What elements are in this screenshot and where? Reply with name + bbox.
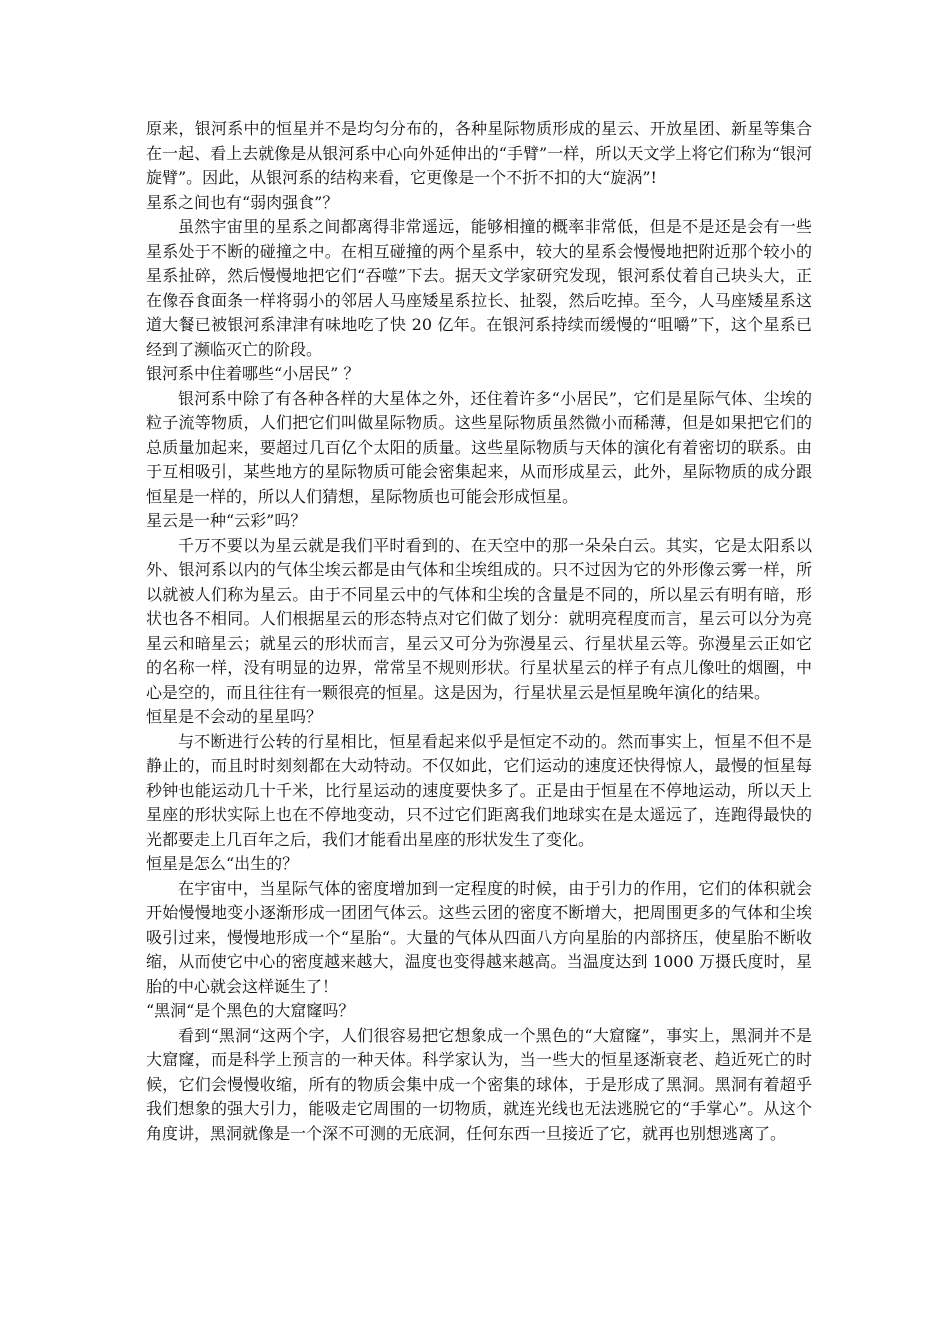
paragraph-interstellar-matter: 银河系中除了有各种各样的大星体之外，还住着许多“小居民”，它们是星际气体、尘埃的粒子流等物质，人们把它们叫做星际物质。这些星际物质虽然微小而稀薄，但是如果把它们的总质量加起来，要超过几百亿个太阳的质量。这些星际物质与天体的演化有着密切的联系。由于互相吸引，某些地方的星际物质可能会密集起来，从而形成星云，此外，星际物质的成分跟恒星是一样的，所以人们猜想，星际物质也可能会形成恒星。	[146, 388, 812, 506]
heading-galaxy-cannibalism: 星系之间也有“弱肉强食”？	[146, 192, 339, 212]
document-body	[146, 117, 812, 1146]
paragraph-black-hole: 看到“黑洞“这两个字，人们很容易把它想象成一个黑色的“大窟窿”，事实上，黑洞并不是大窟窿，而是科学上预言的一种天体。科学家认为，当一些大的恒星逐渐衰老、趋近死亡的时候，它们会慢慢收缩，所有的物质会集中成一个密集的球体，于是形成了黑洞。黑洞有着超乎我们想象的强大引力，能吸走它周围的一切物质，就连光线也无法逃脱它的“手掌心”。从这个角度讲，黑洞就像是一个深不可测的无底洞，任何东西一旦接近了它，就再也别想逃离了。	[146, 1025, 812, 1143]
paragraph-galaxy-arms: 原来，银河系中的恒星并不是均匀分布的，各种星际物质形成的星云、开放星团、新星等集合在一起、看上去就像是从银河系中心向外延伸出的“手臂”一样，所以天文学上将它们称为“银河旋臂”。因此，从银河系的结构来看，它更像是一个不折不扣的大“旋涡”!	[146, 119, 812, 187]
heading-nebula-cloud: 星云是一种“云彩”吗？	[146, 511, 307, 530]
heading-small-residents: 银河系中住着哪些“小居民” ？	[146, 364, 360, 383]
heading-star-birth: 恒星是怎么“出生的？	[146, 854, 299, 873]
paragraph-star-birth: 在宇宙中，当星际气体的密度增加到一定程度的时候，由于引力的作用，它们的体积就会开始慢慢地变小逐渐形成一团团气体云。这些云团的密度不断增大，把周围更多的气体和尘埃吸引过来，慢慢地形成一个“星胎“。大量的气体从四面八方向星胎的内部挤压，使星胎不断收缩，从而使它中心的密度越来越大，温度也变得越来越高。当温度达到 1000 万摄氏度时，星胎的中心就会这样诞生了！	[146, 878, 812, 996]
heading-black-hole: “黑洞“是个黑色的大窟窿吗？	[146, 1001, 355, 1020]
paragraph-nebula: 千万不要以为星云就是我们平时看到的、在天空中的那一朵朵白云。其实，它是太阳系以外、银河系以内的气体尘埃云都是由气体和尘埃组成的。只不过因为它的外形像云雾一样，所以就被人们称为星云。由于不同星云中的气体和尘埃的含量是不同的，所以星云有明有暗，形状也各不相同。人们根据星云的形态特点对它们做了划分：就明亮程度而言，星云可以分为亮星云和暗星云；就星云的形状而言，星云又可分为弥漫星云、行星状星云等。弥漫星云正如它的名称一样，没有明显的边界，常常呈不规则形状。行星状星云的样子有点儿像吐的烟圈，中心是空的，而且往往有一颗很亮的恒星。这是因为，行星状星云是恒星晚年演化的结果。	[146, 535, 812, 702]
heading-stars-moving: 恒星是不会动的星星吗？	[146, 707, 323, 726]
paragraph-galaxy-collision: 虽然宇宙里的星系之间都离得非常遥远，能够相撞的概率非常低，但是不是还是会有一些星系处于不断的碰撞之中。在相互碰撞的两个星系中，较大的星系会慢慢地把附近那个较小的星系扯碎，然后慢慢地把它们“吞噬”下去。据天文学家研究发现，银河系仗着自己块头大，正在像吞食面条一样将弱小的邻居人马座矮星系拉长、扯裂，然后吃掉。至今，人马座矮星系这道大餐已被银河系津津有味地吃了快 20 亿年。在银河系持续而缓慢的“咀嚼”下，这个星系已经到了濒临灭亡的阶段。	[146, 217, 812, 359]
paragraph-star-motion: 与不断进行公转的行星相比，恒星看起来似乎是恒定不动的。然而事实上，恒星不但不是静止的，而且时时刻刻都在大动特动。不仅如此，它们运动的速度还快得惊人，最慢的恒星每秒钟也能运动几十千米，比行星运动的速度要快多了。正是由于恒星在不停地运动，所以天上星座的形状实际上也在不停地变动，只不过它们距离我们地球实在是太遥远了，连跑得最快的光都要走上几百年之后，我们才能看出星座的形状发生了变化。	[146, 731, 812, 849]
